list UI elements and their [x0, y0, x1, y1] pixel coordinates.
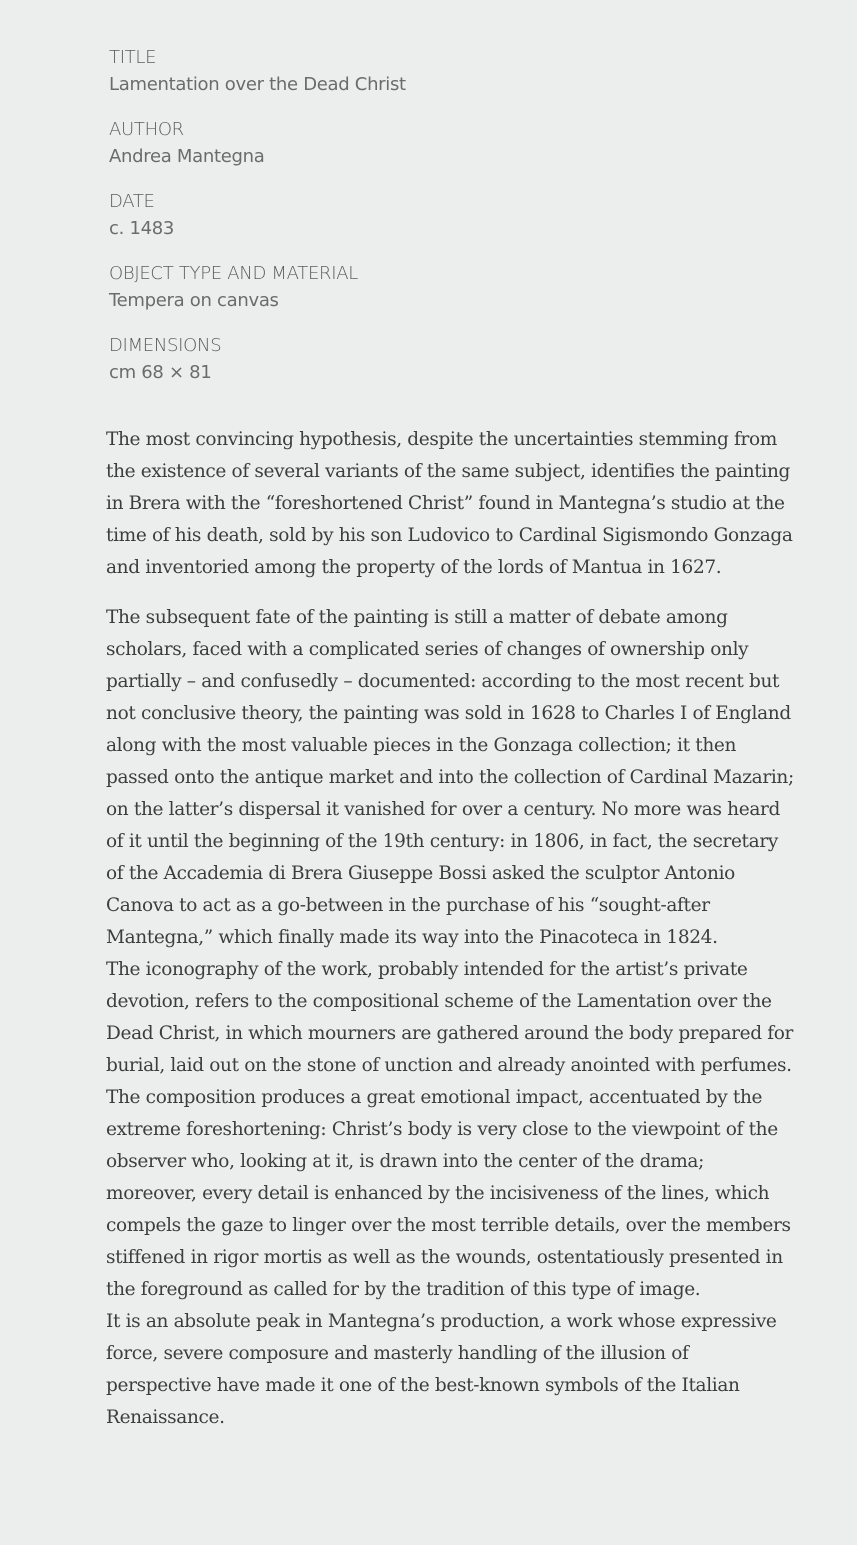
- date-field: [109, 190, 809, 244]
- date-label: DATE: [109, 191, 155, 212]
- date-value: c. 1483: [109, 218, 175, 239]
- object-type-value: Tempera on canvas: [109, 290, 279, 311]
- object-type-label: OBJECT TYPE AND MATERIAL: [109, 263, 358, 284]
- object-type-field: [109, 262, 809, 316]
- title-value: Lamentation over the Dead Christ: [109, 74, 406, 95]
- author-value: Andrea Mantegna: [109, 146, 265, 167]
- description-segment: The composition produces a great emotional impact, accentuated by the extreme foreshortening: Christ’s body is very close to the viewpoint of the observer who, looking at it, is drawn into the center of the drama; moreover, every detail is enhanced by the incisiveness of the lines, which compels the gaze to linger over the most terrible details, over the members stiffened in rigor mortis as well as the wounds, ostentatiously presented in the foreground as called for by the tradition of this type of image.: [106, 1087, 791, 1300]
- description-paragraph: The most convincing hypothesis, despite the uncertainties stemming from the existence of several variants of the same subject, identifies the painting in Brera with the “foreshortened Christ” found in Mantegna’s studio at the time of his death, sold by his son Ludovico to Cardinal Sigismondo Gonzaga and inventoried among the property of the lords of Mantua in 1627.: [106, 429, 793, 578]
- dimensions-label: DIMENSIONS: [109, 335, 222, 356]
- description-segment: It is an absolute peak in Mantegna’s production, a work whose expressive force, severe composure and masterly handling of the illusion of perspective have made it one of the best-known symbols of the Italian Renaissance.: [106, 1311, 777, 1428]
- dimensions-value: cm 68 × 81: [109, 362, 212, 383]
- description-paragraph: [106, 602, 796, 1434]
- author-field: [109, 118, 809, 172]
- description-segment: The iconography of the work, probably intended for the artist’s private devotion, refers to the compositional scheme of the Lamentation over the Dead Christ, in which mourners are gathered around the body prepared for burial, laid out on the stone of unction and already anointed with perfumes.: [106, 959, 794, 1076]
- title-field: [109, 46, 809, 100]
- description-segment: The subsequent fate of the painting is still a matter of debate among scholars, faced with a complicated series of changes of ownership only partially – and confusedly – documented: according to the most recent but not conclusive theory, the painting was sold in 1628 to Charles I of England along with the most valuable pieces in the Gonzaga collection; it then passed onto the antique market and into the collection of Cardinal Mazarin; on the latter’s dispersal it vanished for over a century. No more was heard of it until the beginning of the 19th century: in 1806, in fact, the secretary of the Accademia di Brera Giuseppe Bossi asked the sculptor Antonio Canova to act as a go-between in the purchase of his “sought-after Mantegna,” which finally made its way into the Pinacoteca in 1824.: [106, 607, 794, 948]
- author-label: AUTHOR: [109, 119, 184, 140]
- artwork-description: [106, 424, 796, 1452]
- artwork-metadata: [109, 46, 809, 406]
- title-label: TITLE: [109, 47, 157, 68]
- dimensions-field: [109, 334, 809, 388]
